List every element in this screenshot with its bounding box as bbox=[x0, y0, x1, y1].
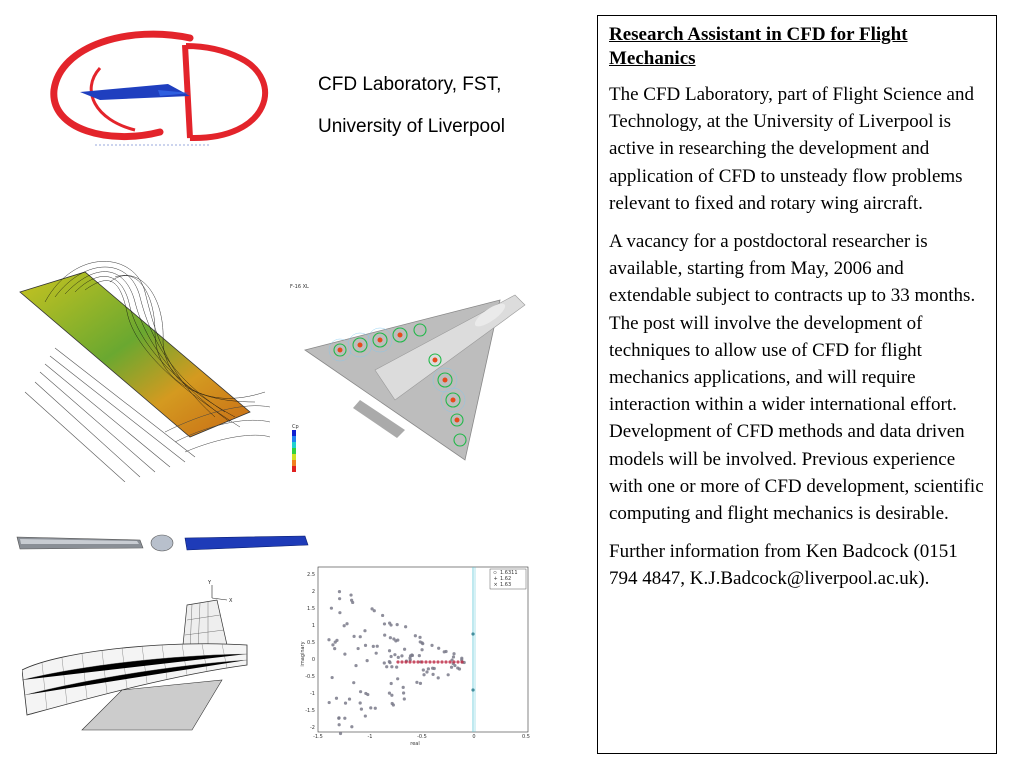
plot-point bbox=[397, 656, 400, 659]
legend-entry-1: 1.6311 bbox=[500, 570, 518, 576]
plot-point bbox=[452, 652, 455, 655]
plot-point bbox=[359, 690, 362, 693]
plot-point bbox=[408, 660, 411, 663]
plot-point bbox=[327, 638, 330, 641]
plot-point bbox=[404, 625, 407, 628]
plot-point bbox=[437, 647, 440, 650]
plot-point bbox=[335, 697, 338, 700]
plot-point bbox=[372, 645, 375, 648]
plot-point bbox=[390, 665, 393, 668]
plot-point bbox=[425, 670, 428, 673]
plot-y-tick: 0.5 bbox=[307, 640, 315, 646]
plot-point bbox=[350, 725, 353, 728]
plot-x-tick: -0.5 bbox=[417, 734, 427, 740]
plot-point bbox=[418, 636, 421, 639]
plot-point bbox=[383, 634, 386, 637]
plot-point bbox=[437, 676, 440, 679]
plot-x-tick: -1 bbox=[367, 734, 373, 740]
plot-point bbox=[415, 681, 418, 684]
plot-point bbox=[443, 650, 446, 653]
plot-point bbox=[422, 673, 425, 676]
plot-point bbox=[448, 660, 451, 663]
plot-point bbox=[393, 653, 396, 656]
plot-point bbox=[354, 664, 357, 667]
plot-point bbox=[402, 691, 405, 694]
plot-point bbox=[418, 654, 421, 657]
svg-text:X: X bbox=[229, 598, 233, 604]
plot-point bbox=[364, 692, 367, 695]
svg-text:×: × bbox=[493, 582, 498, 588]
announcement-paragraph-intro: The CFD Laboratory, part of Flight Science and Technology, at the University of Liverpool is active in researching the development and application of CFD to unsteady flow problems relevant to fixed and rotary wing aircraft. bbox=[609, 84, 974, 214]
plot-point bbox=[419, 682, 422, 685]
plot-y-tick: 1.5 bbox=[307, 606, 315, 612]
plot-point bbox=[360, 708, 363, 711]
plot-point bbox=[375, 652, 378, 655]
plot-point bbox=[343, 717, 346, 720]
plot-point bbox=[456, 666, 459, 669]
plot-point bbox=[381, 614, 384, 617]
announcement-title: Research Assistant in CFD for Flight Mechanics bbox=[609, 24, 908, 69]
cfd-logo bbox=[40, 20, 280, 155]
plot-point bbox=[373, 609, 376, 612]
wing-sections-figure bbox=[15, 525, 310, 563]
plot-point bbox=[390, 694, 393, 697]
plot-point bbox=[388, 692, 391, 695]
plot-point bbox=[471, 688, 474, 691]
fuselage-mesh-figure bbox=[22, 580, 252, 740]
plot-y-tick: 1 bbox=[311, 623, 315, 629]
plot-point bbox=[447, 673, 450, 676]
plot-point bbox=[350, 599, 353, 602]
plot-ylabel: imaginary bbox=[300, 641, 306, 667]
plot-point bbox=[383, 622, 386, 625]
plot-point bbox=[402, 686, 405, 689]
plot-point bbox=[427, 667, 430, 670]
lab-title-line2: University of Liverpool bbox=[318, 116, 505, 137]
plot-point bbox=[343, 624, 346, 627]
plot-point bbox=[392, 703, 395, 706]
plot-point bbox=[352, 635, 355, 638]
colorbar-label: Cp bbox=[292, 424, 299, 430]
plot-point bbox=[414, 634, 417, 637]
announcement-paragraph-vacancy: A vacancy for a postdoctoral researcher is available, starting from May, 2006 and extendable subject to contracts up to 33 months. The post will involve the development of techniques to allow use of CFD for flight mechanics applications, and will require interaction within a wider international effort. Development of CFD methods and data driven models will be involved. Previous experience with one or more of CFD development, scientific computing and flight mechanics is desirable. bbox=[609, 231, 984, 525]
plot-point bbox=[330, 607, 333, 610]
plot-x-tick: -1.5 bbox=[313, 734, 323, 740]
plot-y-tick: -1.5 bbox=[305, 708, 315, 714]
plot-point bbox=[390, 682, 393, 685]
pressure-colorbar bbox=[292, 430, 296, 472]
plot-point bbox=[338, 611, 341, 614]
plot-point bbox=[338, 590, 341, 593]
plot-point bbox=[404, 660, 407, 663]
plot-y-tick: -1 bbox=[310, 691, 315, 697]
plot-point bbox=[328, 701, 331, 704]
plot-point bbox=[348, 697, 351, 700]
plot-point bbox=[403, 697, 406, 700]
plot-point bbox=[344, 702, 347, 705]
f16xl-figure bbox=[285, 280, 560, 475]
plot-point bbox=[456, 660, 459, 663]
plot-y-tick: -2 bbox=[310, 725, 315, 731]
legend-entry-2: 1.62 bbox=[500, 576, 512, 582]
plot-xlabel: real bbox=[410, 741, 420, 747]
plot-point bbox=[452, 660, 455, 663]
plot-y-tick: 2.5 bbox=[307, 572, 315, 578]
plot-point bbox=[363, 629, 366, 632]
plot-point bbox=[364, 644, 367, 647]
plot-y-tick: 0 bbox=[311, 657, 315, 663]
job-announcement-box bbox=[597, 15, 997, 754]
plot-point bbox=[338, 597, 341, 600]
plot-point bbox=[388, 660, 391, 663]
plot-point bbox=[471, 632, 474, 635]
plot-point bbox=[339, 732, 342, 735]
plot-point bbox=[421, 642, 424, 645]
plot-point bbox=[452, 655, 455, 658]
plot-point bbox=[394, 639, 397, 642]
plot-point bbox=[352, 681, 355, 684]
plot-point bbox=[349, 593, 352, 596]
eigenvalue-plot bbox=[298, 562, 533, 747]
svg-text:+: + bbox=[493, 576, 498, 582]
plot-point bbox=[390, 655, 393, 658]
plot-point bbox=[416, 660, 419, 663]
plot-point bbox=[385, 665, 388, 668]
plot-point bbox=[422, 668, 425, 671]
plot-point bbox=[374, 707, 377, 710]
plot-point bbox=[338, 723, 341, 726]
plot-point bbox=[383, 661, 386, 664]
plot-y-tick: -0.5 bbox=[305, 674, 315, 680]
plot-point bbox=[337, 717, 340, 720]
plot-point bbox=[436, 660, 439, 663]
legend-entry-3: 1.63 bbox=[500, 582, 512, 588]
plot-point bbox=[444, 660, 447, 663]
plot-point bbox=[364, 714, 367, 717]
plot-point bbox=[359, 701, 362, 704]
plot-point bbox=[431, 667, 434, 670]
plot-point bbox=[345, 622, 348, 625]
svg-text:Y: Y bbox=[208, 580, 212, 586]
plot-point bbox=[440, 660, 443, 663]
plot-point bbox=[369, 706, 372, 709]
cfd-logo-icon bbox=[40, 20, 280, 155]
lab-title-line1: CFD Laboratory, FST, bbox=[318, 74, 502, 95]
plot-point bbox=[420, 648, 423, 651]
plot-y-tick: 2 bbox=[311, 589, 315, 595]
plot-point bbox=[400, 660, 403, 663]
plot-point bbox=[388, 621, 391, 624]
plot-point bbox=[395, 666, 398, 669]
plot-point bbox=[396, 677, 399, 680]
plot-point bbox=[432, 660, 435, 663]
plot-point bbox=[403, 648, 406, 651]
plot-point bbox=[334, 641, 337, 644]
plot-point bbox=[410, 653, 413, 656]
plot-point bbox=[366, 659, 369, 662]
wing-vortex-figure bbox=[15, 252, 270, 482]
plot-point bbox=[376, 645, 379, 648]
plot-x-tick: 0 bbox=[472, 734, 476, 740]
plot-point bbox=[388, 649, 391, 652]
plot-point bbox=[389, 636, 392, 639]
plot-x-tick: 0.5 bbox=[522, 734, 530, 740]
plot-point bbox=[450, 666, 453, 669]
plot-point bbox=[460, 660, 463, 663]
plot-point bbox=[396, 660, 399, 663]
plot-point bbox=[431, 673, 434, 676]
plot-point bbox=[359, 635, 362, 638]
plot-point bbox=[331, 676, 334, 679]
plot-point bbox=[412, 660, 415, 663]
plot-point bbox=[428, 660, 431, 663]
plot-point bbox=[400, 654, 403, 657]
plot-point bbox=[343, 653, 346, 656]
announcement-paragraph-contact: Further information from Ken Badcock (0151 794 4847, K.J.Badcock@liverpool.ac.uk). bbox=[609, 541, 958, 590]
plot-point bbox=[333, 647, 336, 650]
plot-legend bbox=[490, 569, 526, 589]
plot-point bbox=[430, 644, 433, 647]
plot-point bbox=[331, 643, 334, 646]
plot-point bbox=[420, 660, 423, 663]
plot-point bbox=[396, 623, 399, 626]
plot-point bbox=[424, 660, 427, 663]
plot-point bbox=[357, 647, 360, 650]
f16-label: F-16 XL bbox=[290, 284, 309, 290]
lab-title bbox=[318, 64, 578, 148]
